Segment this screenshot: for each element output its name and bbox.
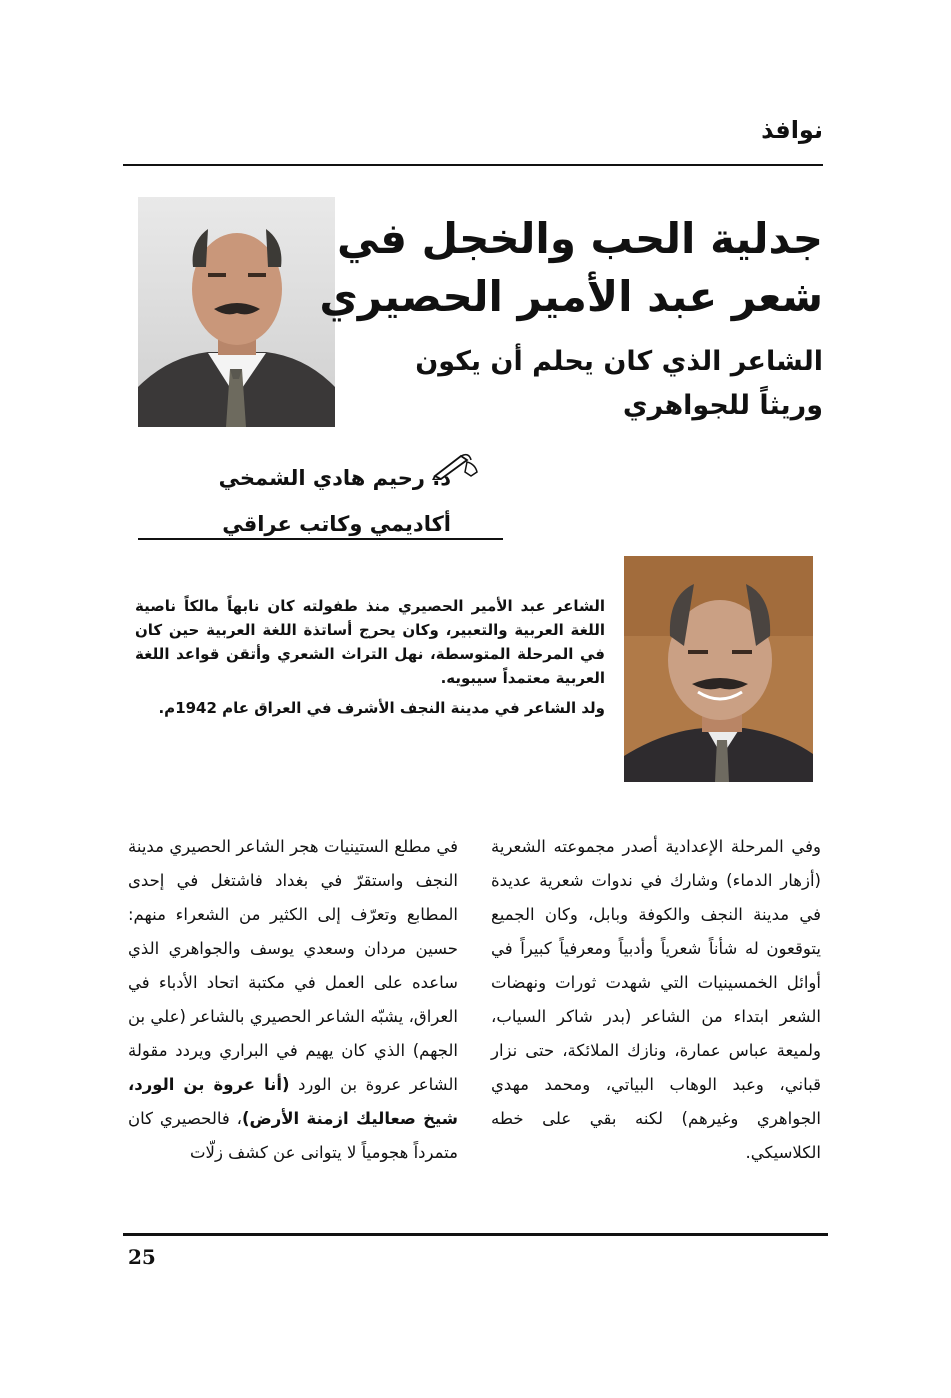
author-name: د. رحيم هادي الشمخي xyxy=(218,466,451,490)
subtitle-line-2: وريثاً للجواهري xyxy=(622,390,823,421)
author-portrait xyxy=(624,556,813,782)
column-left-text-before: في مطلع الستينيات هجر الشاعر الحصيري مدينة النجف واستقرّ في بغداد فاشتغل في إحدى المطابع وتعرّف إلى الكثير من الشعراء منهم: حسين مردان وسعدي يوسف والجواهري الذي ساعده على العمل في مكتبة اتحاد الأدباء في العراق، يشبّه الشاعر الحصيري بالشاعر (علي بن الجهم) الذي كان يهيم في البراري ويردد مقولة الشاعر عروة بن الورد xyxy=(128,837,459,1094)
article-title xyxy=(319,210,823,326)
page-number: 25 xyxy=(128,1245,156,1269)
intro-text xyxy=(135,594,605,726)
title-line-2: شعر عبد الأمير الحصيري xyxy=(319,272,823,321)
intro-paragraph-1: الشاعر عبد الأمير الحصيري منذ طفولته كان نابهاً مالكاً ناصية اللغة العربية والتعبير، وكان يحرج أساتذة اللغة العربية حين كان في المرحلة المتوسطة، نهل التراث الشعري وأتقن قواعد اللغة العربية معتمداً سيبويه. xyxy=(135,597,605,687)
column-left-quote: (أنا عروة بن الورد، شيخ صعاليك ازمنة الأرض) xyxy=(128,1075,459,1128)
intro-paragraph-2: ولد الشاعر في مدينة النجف الأشرف في العراق عام 1942م. xyxy=(158,699,605,717)
title-line-1: جدلية الحب والخجل في xyxy=(337,214,823,263)
header-rule xyxy=(123,164,823,166)
author-rule xyxy=(138,538,503,540)
body-column-right xyxy=(491,830,821,1170)
footer-rule xyxy=(123,1233,828,1236)
column-left-text-after: ، فالحصيري كان متمرداً هجومياً لا يتوانى عن كشف زلّات xyxy=(128,1109,458,1162)
section-label: نوافذ xyxy=(761,116,823,144)
author-role: أكاديمي وكاتب عراقي xyxy=(222,512,451,536)
article-subtitle xyxy=(353,340,823,428)
author-block xyxy=(219,455,451,547)
subtitle-line-1: الشاعر الذي كان يحلم أن يكون xyxy=(415,346,823,377)
column-right-text: وفي المرحلة الإعدادية أصدر مجموعته الشعرية (أزهار الدماء) وشارك في ندوات شعرية عديدة في مدينة النجف والكوفة وبابل، وكان الجميع يتوقعون له شأناً شعرياً وأدبياً ومعرفياً كبيراً في أوائل الخمسينيات التي شهدت ثورات ونهضات الشعر ابتداء من الشاعر (بدر شاكر السياب، ولميعة عباس عمارة، ونازك الملائكة، حتى نزار قباني، وعبد الوهاب البياتي، ومحمد مهدي الجواهري وغيرهم) لكنه بقي على خطه الكلاسيكي. xyxy=(491,837,821,1162)
poet-portrait xyxy=(138,197,335,427)
column-left-paragraph xyxy=(128,830,458,1170)
body-column-left xyxy=(128,830,458,1170)
